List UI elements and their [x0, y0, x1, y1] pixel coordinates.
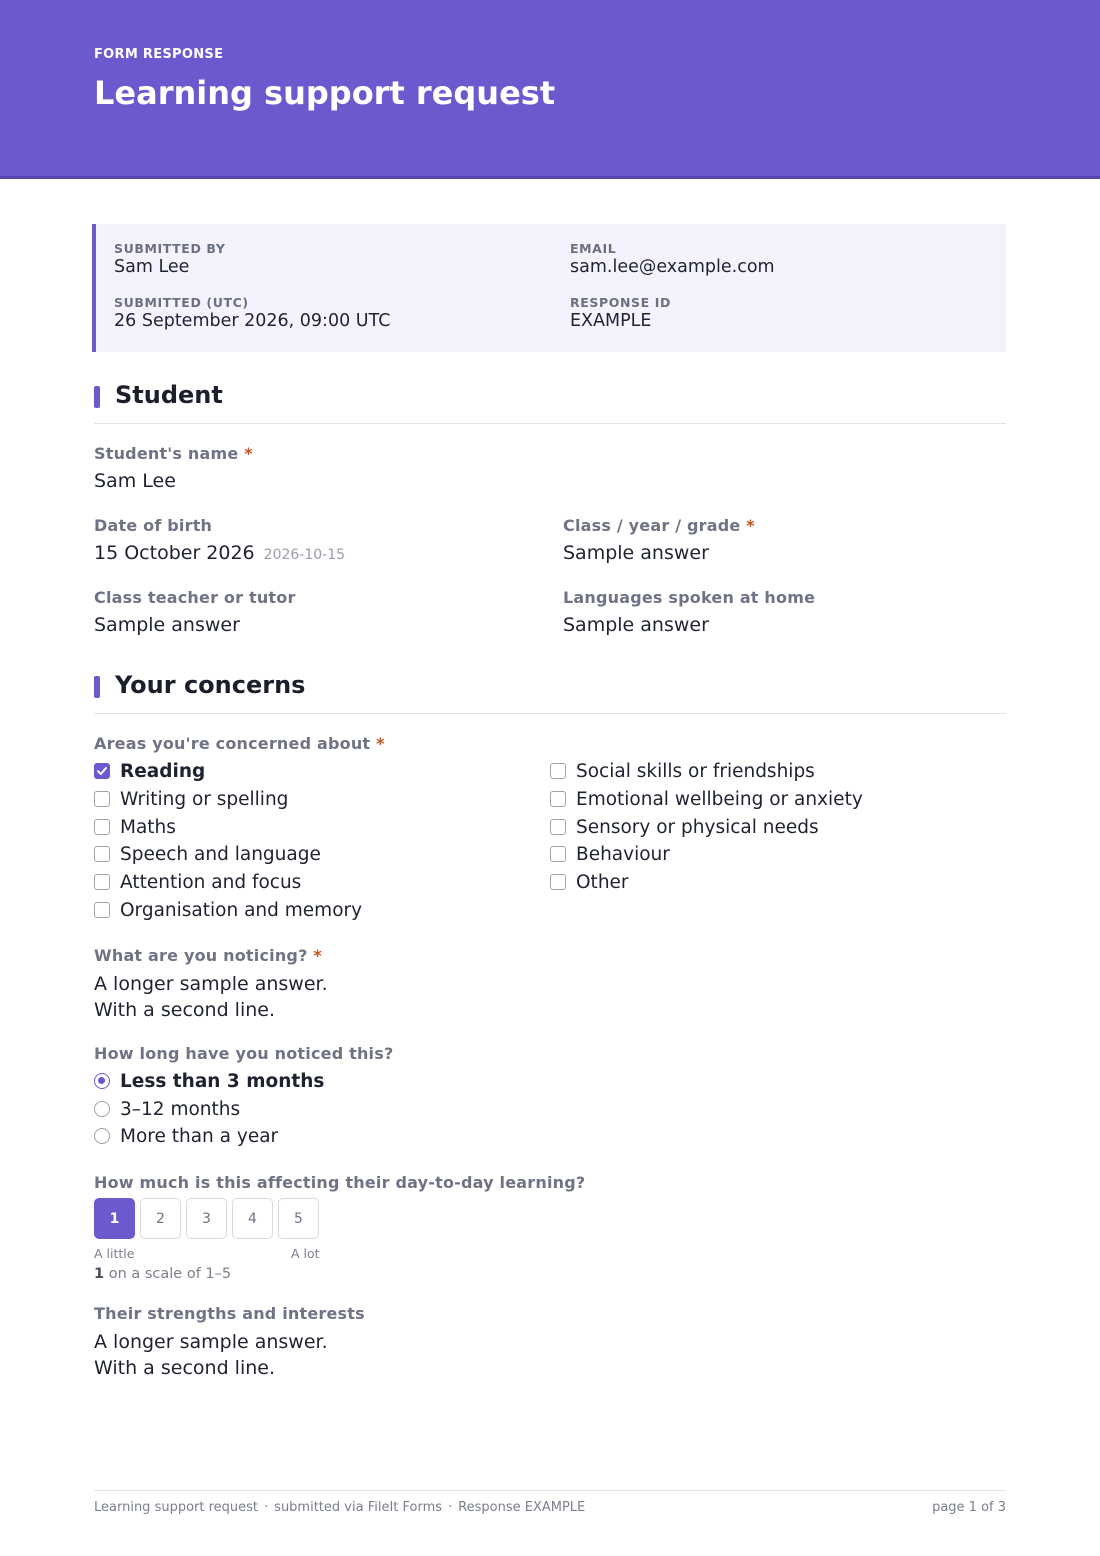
question-label: Languages spoken at home	[563, 588, 816, 607]
question-label: Their strengths and interests	[94, 1304, 365, 1323]
checkbox-option[interactable]	[94, 870, 301, 894]
option-label: Reading	[120, 760, 206, 782]
page-footer	[94, 1490, 1006, 1515]
option-label: Social skills or friendships	[576, 760, 815, 782]
radio-selected-icon[interactable]	[94, 1073, 110, 1089]
required-marker: *	[244, 444, 253, 463]
footer-via: submitted via FileIt Forms	[274, 1500, 443, 1515]
question-label: Class / year / grade *	[563, 516, 755, 535]
footer-separator: ·	[448, 1500, 453, 1515]
question-languages	[563, 588, 815, 636]
section-title: Your concerns	[115, 671, 306, 699]
question-class	[563, 516, 755, 564]
question-label: Student's name *	[94, 444, 253, 463]
option-label: Organisation and memory	[120, 899, 363, 921]
submitted-by-label: SUBMITTED BY	[114, 241, 226, 256]
question-student-name	[94, 444, 253, 492]
form-kicker: FORM RESPONSE	[94, 47, 224, 62]
email-value[interactable]: sam.lee@example.com	[570, 257, 775, 277]
form-title: Learning support request	[94, 74, 556, 112]
question-teacher	[94, 588, 296, 636]
section-concerns	[94, 671, 1006, 714]
form-header	[0, 0, 1100, 179]
question-impact	[94, 1173, 585, 1192]
scale-option-5[interactable]: 5	[278, 1198, 319, 1239]
checkbox-option[interactable]	[550, 870, 629, 894]
answer-value: Sam Lee	[94, 470, 176, 492]
radio-option[interactable]	[94, 1097, 240, 1121]
option-label: Maths	[120, 816, 176, 838]
submitted-value: 26 September 2026, 09:00 UTC	[114, 311, 391, 331]
checkbox-unchecked-icon[interactable]	[94, 874, 110, 890]
option-label: Speech and language	[120, 843, 321, 865]
scale-low-label: A little	[94, 1246, 135, 1261]
submitted-label: SUBMITTED (UTC)	[114, 295, 249, 310]
question-areas	[94, 734, 385, 753]
email-label: EMAIL	[570, 241, 617, 256]
checkbox-option[interactable]	[94, 787, 288, 811]
response-id-cell	[570, 295, 671, 331]
scale-suffix: on a scale of 1–5	[108, 1266, 232, 1282]
radio-option[interactable]	[94, 1124, 278, 1148]
question-date-of-birth	[94, 516, 345, 564]
checkbox-unchecked-icon[interactable]	[94, 791, 110, 807]
question-strengths	[94, 1304, 365, 1381]
scale-option-3[interactable]: 3	[186, 1198, 227, 1239]
radio-option[interactable]	[94, 1069, 324, 1093]
option-label: 3–12 months	[120, 1098, 241, 1120]
iso-date: 2026-10-15	[263, 547, 346, 563]
section-accent-bar	[94, 676, 100, 698]
section-title: Student	[115, 381, 223, 409]
option-label: Writing or spelling	[120, 788, 289, 810]
checkbox-checked-icon[interactable]	[94, 763, 110, 779]
checkbox-option[interactable]	[550, 787, 863, 811]
checkbox-unchecked-icon[interactable]	[94, 819, 110, 835]
footer-form-name: Learning support request	[94, 1500, 259, 1515]
scale-option-1[interactable]: 1	[94, 1198, 135, 1239]
checkbox-unchecked-icon[interactable]	[550, 846, 566, 862]
answer-value: Sample answer	[563, 542, 709, 564]
option-label: Other	[576, 871, 629, 893]
answer-line: With a second line.	[94, 1357, 275, 1379]
answer-value	[94, 971, 328, 1023]
scale-value-summary	[94, 1266, 231, 1282]
checkbox-unchecked-icon[interactable]	[94, 902, 110, 918]
checkbox-option[interactable]	[94, 842, 321, 866]
checkbox-unchecked-icon[interactable]	[550, 763, 566, 779]
question-noticing	[94, 946, 328, 1023]
footer-response: Response EXAMPLE	[458, 1500, 586, 1515]
question-label: Class teacher or tutor	[94, 588, 296, 607]
answer-value: 15 October 2026 2026-10-15	[94, 542, 346, 564]
checkbox-unchecked-icon[interactable]	[550, 874, 566, 890]
scale-value: 1	[94, 1266, 105, 1282]
question-label: Areas you're concerned about *	[94, 734, 385, 753]
question-label: How much is this affecting their day-to-day learning?	[94, 1173, 586, 1192]
radio-unselected-icon[interactable]	[94, 1128, 110, 1144]
footer-separator: ·	[264, 1500, 269, 1515]
section-accent-bar	[94, 386, 100, 408]
submitted-by-cell	[114, 241, 225, 277]
scale-option-2[interactable]: 2	[140, 1198, 181, 1239]
answer-line: A longer sample answer.	[94, 973, 328, 995]
checkbox-option[interactable]	[94, 815, 176, 839]
page-number: page 1 of 3	[932, 1500, 1006, 1515]
checkbox-option[interactable]	[94, 898, 362, 922]
option-label: Behaviour	[576, 843, 670, 865]
answer-line: With a second line.	[94, 999, 275, 1021]
response-id-label: RESPONSE ID	[570, 295, 671, 310]
option-label: Less than 3 months	[120, 1070, 325, 1092]
checkbox-option[interactable]	[550, 842, 670, 866]
required-marker: *	[376, 734, 385, 753]
section-student	[94, 381, 1006, 424]
checkbox-unchecked-icon[interactable]	[550, 791, 566, 807]
option-label: Emotional wellbeing or anxiety	[576, 788, 863, 810]
question-duration	[94, 1044, 393, 1063]
submitted-by-value: Sam Lee	[114, 257, 190, 277]
question-label: What are you noticing? *	[94, 946, 322, 965]
answer-value	[94, 1329, 365, 1381]
submission-meta	[92, 224, 1006, 352]
radio-unselected-icon[interactable]	[94, 1101, 110, 1117]
checkbox-unchecked-icon[interactable]	[550, 819, 566, 835]
question-label: How long have you noticed this?	[94, 1044, 394, 1063]
scale-high-label: A lot	[291, 1246, 320, 1261]
checkbox-option[interactable]	[550, 815, 819, 839]
required-marker: *	[746, 516, 755, 535]
submitted-cell	[114, 295, 390, 331]
scale-option-4[interactable]: 4	[232, 1198, 273, 1239]
option-label: More than a year	[120, 1125, 279, 1147]
option-label: Attention and focus	[120, 871, 302, 893]
answer-value: Sample answer	[94, 614, 240, 636]
option-label: Sensory or physical needs	[576, 816, 819, 838]
checkbox-option[interactable]	[94, 759, 205, 783]
required-marker: *	[313, 946, 322, 965]
impact-scale	[94, 1198, 319, 1239]
response-id-value: EXAMPLE	[570, 311, 652, 331]
email-cell	[570, 241, 775, 277]
answer-line: A longer sample answer.	[94, 1331, 328, 1353]
checkbox-unchecked-icon[interactable]	[94, 846, 110, 862]
checkbox-option[interactable]	[550, 759, 815, 783]
answer-value: Sample answer	[563, 614, 709, 636]
question-label: Date of birth	[94, 516, 213, 535]
